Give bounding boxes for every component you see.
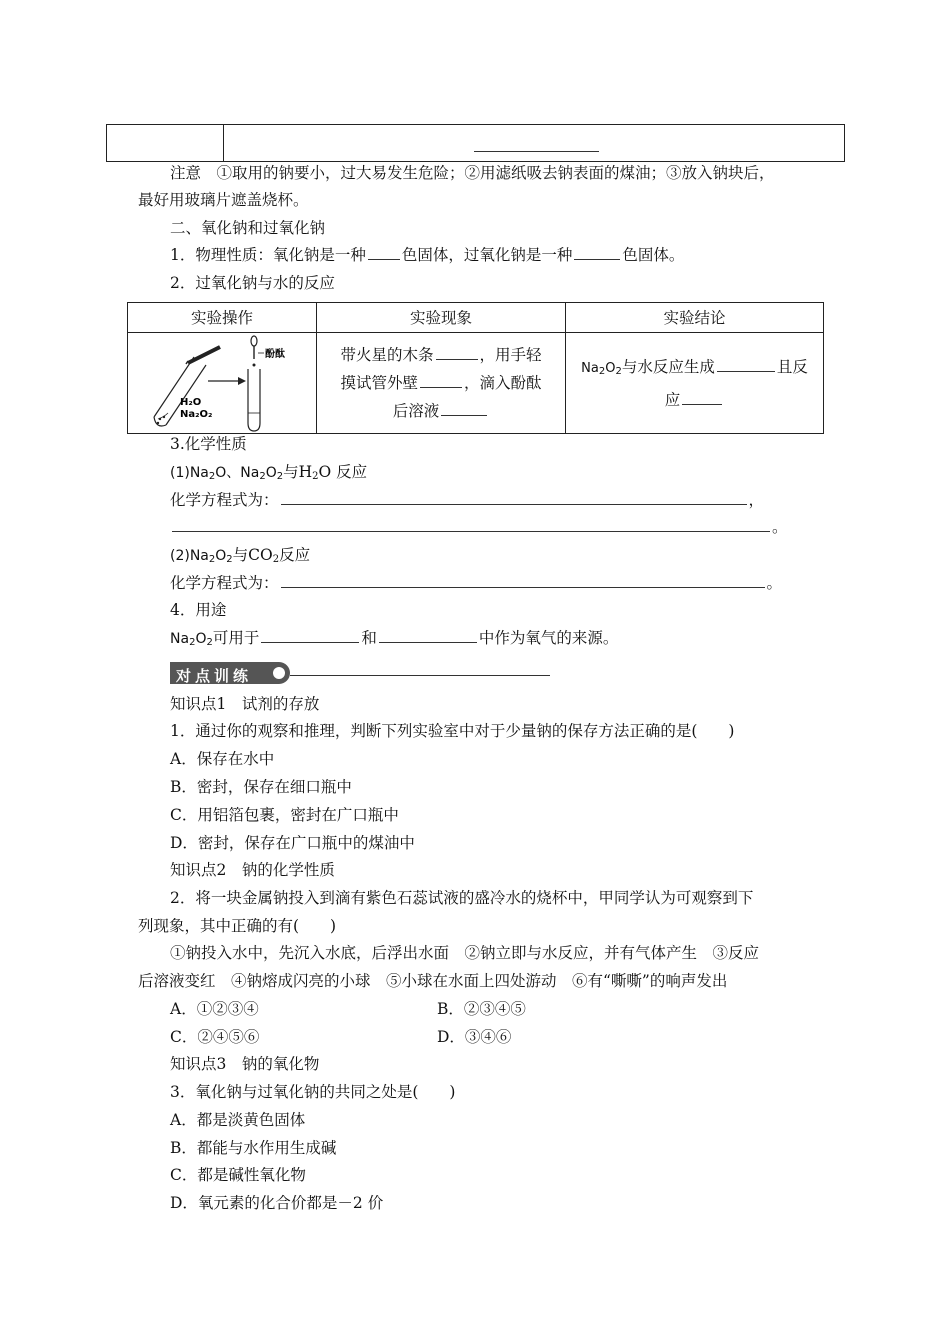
answer-blank [379,641,477,643]
q3-option-b: B．都能与水作用生成碱 [170,1139,337,1157]
q2-option-d: D．③④⑥ [437,1028,512,1046]
phenomenon-cell: 带火星的木条 ，用手轻 摸试管外壁 ，滴入酚酞 后溶液 [317,333,566,434]
answer-blank [172,530,770,532]
equation-2: 化学方程式为： 。 [170,574,783,592]
answer-blank [717,370,775,372]
knowledge-point-2: 知识点2 钠的化学性质 [170,861,335,879]
answer-blank [368,258,400,260]
q2-option-b: B．②③④⑤ [437,1000,526,1018]
equation-1: 化学方程式为： ， [170,491,765,509]
q3-option-c: C．都是碱性氧化物 [170,1166,306,1184]
top-table-right-cell [224,125,845,162]
answer-blank [436,358,478,360]
note-line-2: 最好用玻璃片遮盖烧杯。 [138,191,309,209]
q1-option-a: A．保存在水中 [170,750,275,768]
answer-blank [574,258,620,260]
section-title: 二、氧化钠和过氧化钠 [170,219,326,237]
operation-diagram-cell [128,333,317,434]
answer-blank [281,503,747,505]
chem-title: 3.化学性质 [170,435,247,453]
answer-blank [281,586,765,588]
use-text: $Na_2O_2$可用于 和 中作为氧气的来源。 [170,629,619,648]
answer-blank [420,386,462,388]
q1-option-c: C．用铝箔包裹，密封在广口瓶中 [170,806,399,824]
question-2-line-3: ①钠投入水中，先沉入水底，后浮出水面 ②钠立即与水反应，并有气体产生 ③反应 [170,944,760,962]
q1-option-b: B．密封，保存在细口瓶中 [170,778,352,796]
water-label: H₂O [180,397,202,408]
upright-test-tube-icon [248,369,260,431]
question-1: 1．通过你的观察和推理，判断下列实验室中对于少量钠的保存方法正确的是( ) [170,722,735,740]
q1-option-d: D．密封，保存在广口瓶中的煤油中 [170,834,415,852]
chem-2-title: $(2)Na_2O_2$与$CO_2$反应 [170,546,311,565]
chem-1-title: $(1)Na_2O$、$Na_2O_2$与$H_2O$ 反应 [170,463,368,482]
conclusion-cell: $Na_2O_2$与水反应生成 且反 应 [566,333,824,434]
answer-blank [682,403,722,405]
question-2-line-1: 2．将一块金属钠投入到滴有紫色石蕊试液的盛冷水的烧杯中，甲同学认为可观察到下 [170,889,754,907]
dropper-icon [251,336,264,367]
experiment-diagram [128,333,316,433]
q2-option-a: A．①②③④ [170,1000,259,1018]
header-divider [290,675,550,676]
arrow-icon [208,377,246,385]
answer-blank [474,151,599,152]
equation-1b: 。 [170,520,788,536]
phenolphthalein-label: 酚酞 [265,349,285,360]
experiment-table [127,302,824,434]
q3-option-d: D．氧元素的化合价都是－2 价 [170,1194,384,1212]
knowledge-point-3: 知识点3 钠的氧化物 [170,1055,320,1073]
question-2-line-2: 列现象，其中正确的有( ) [138,917,337,935]
question-2-line-4: 后溶液变红 ④钠熔成闪亮的小球 ⑤小球在水面上四处游动 ⑥有“嘶嘶”的响声发出 [138,972,728,990]
answer-blank [441,414,487,416]
physical-properties: 1．物理性质：氧化钠是一种 色固体，过氧化钠是一种 色固体。 [170,246,685,264]
reaction-title: 2．过氧化钠与水的反应 [170,274,335,292]
answer-blank [261,641,359,643]
header-phenomenon: 实验现象 [317,303,566,333]
top-table-left-cell [107,125,224,162]
practice-header: 对点训练 [170,662,290,684]
header-operation: 实验操作 [128,303,317,333]
knowledge-point-1: 知识点1 试剂的存放 [170,695,320,713]
splint-icon [186,347,220,364]
peroxide-label: Na₂O₂ [180,409,213,420]
use-title: 4．用途 [170,601,227,619]
note-line-1: 注意 ①取用的钠要小，过大易发生危险；②用滤纸吸去钠表面的煤油；③放入钠块后， [170,164,775,182]
question-3: 3．氧化钠与过氧化钠的共同之处是( ) [170,1083,456,1101]
top-table-fragment [106,124,845,162]
header-conclusion: 实验结论 [566,303,824,333]
q3-option-a: A．都是淡黄色固体 [170,1111,306,1129]
bullet-icon [273,667,285,679]
q2-option-c: C．②④⑤⑥ [170,1028,260,1046]
